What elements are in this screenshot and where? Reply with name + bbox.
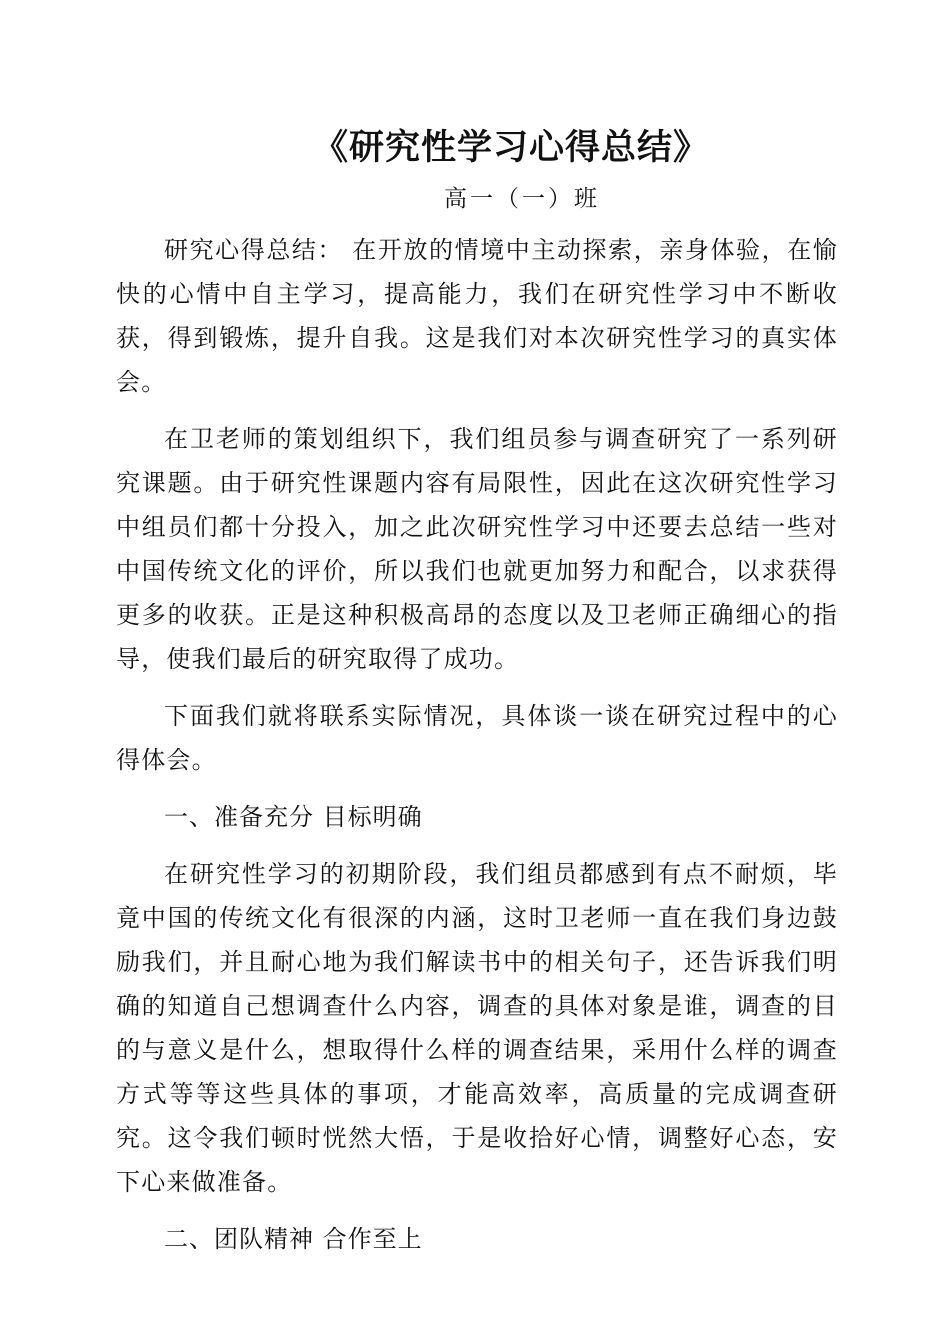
document-title: 《研究性学习心得总结》 — [312, 127, 709, 168]
paragraph-transition: 下面我们就将联系实际情况，具体谈一谈在研究过程中的心得体会。 — [116, 702, 838, 774]
paragraph-intro: 研究心得总结： 在开放的情境中主动探索，亲身体验，在愉快的心情中自主学习，提高能力，我们在研究性学习中不断收获，得到锻炼，提升自我。这是我们对本次研究性学习的真实体会。 — [116, 236, 838, 396]
section-heading-1: 一、准备充分 目标明确 — [164, 803, 423, 831]
paragraph-organization: 在卫老师的策划组织下，我们组员参与调查研究了一系列研究课题。由于研究性课题内容有局限性，因此在这次研究性学习中组员们都十分投入，加之此次研究性学习中还要去总结一些对中国传统文化的评价，所以我们也就更加努力和配合，以求获得更多的收获。正是这种积极高昂的态度以及卫老师正确细心的指导，使我们最后的研究取得了成功。 — [116, 425, 838, 673]
section-heading-2: 二、团队精神 合作至上 — [164, 1225, 423, 1253]
document-body — [116, 228, 838, 1274]
class-subtitle: 高一（一）班 — [444, 186, 600, 212]
section-1-paragraph: 在研究性学习的初期阶段，我们组员都感到有点不耐烦，毕竟中国的传统文化有很深的内涵，这时卫老师一直在我们身边鼓励我们，并且耐心地为我们解读书中的相关句子，还告诉我们明确的知道自己想调查什么内容，调查的具体对象是谁，调查的目的与意义是什么，想取得什么样的调查结果，采用什么样的调查方式等等这些具体的事项，才能高效率，高质量的完成调查研究。这令我们顿时恍然大悟，于是收拾好心情，调整好心态，安下心来做准备。 — [116, 860, 838, 1196]
